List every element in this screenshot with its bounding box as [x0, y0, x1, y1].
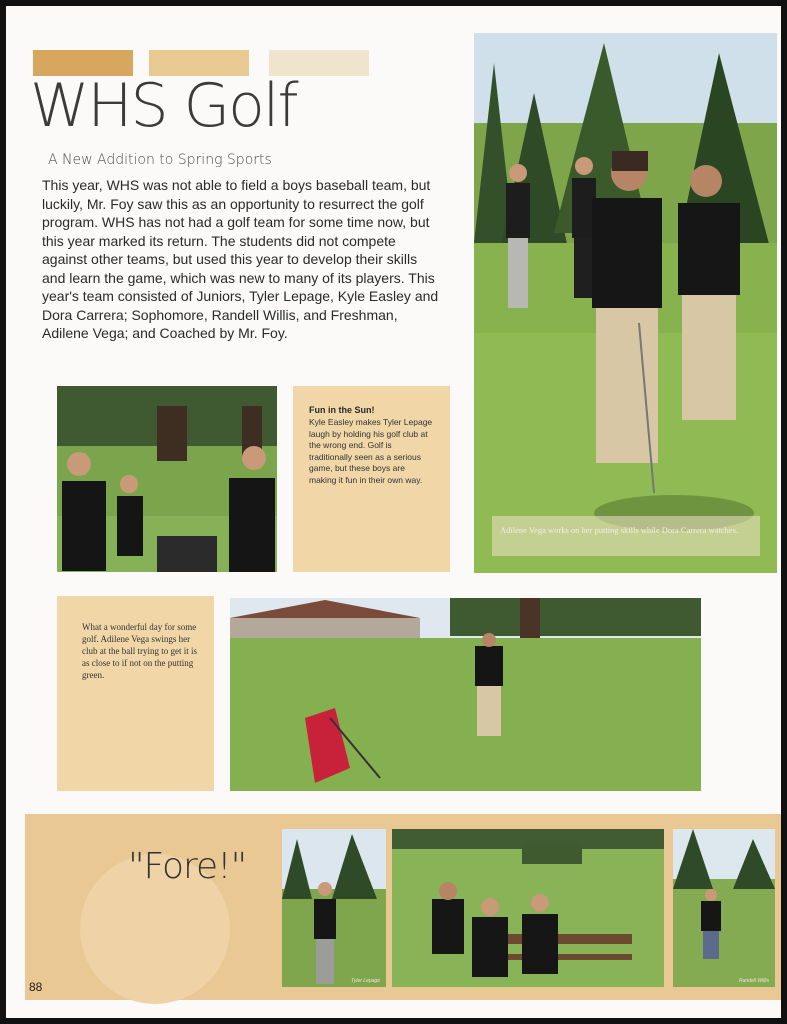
page-title: WHS Golf	[30, 71, 297, 141]
fun-caption-text: Kyle Easley makes Tyler Lepage laugh by holding his golf club at the wrong end. Golf is traditionally seen as a serious game, but these boys are making it fun in their own way.	[309, 417, 433, 485]
photo-tag-tyler: Tyler Lepage	[351, 978, 380, 984]
photo-randell-swing	[673, 829, 775, 987]
page-number: 88	[29, 980, 43, 994]
photo-girls-putting	[474, 33, 777, 573]
photo-boys-laughing	[57, 386, 277, 572]
wonderful-day-caption-text: What a wonderful day for some golf. Adilene Vega swings her club at the ball trying to get it is as close to if not on the putting green.	[82, 622, 197, 680]
fore-title: "Fore!"	[128, 846, 247, 887]
fun-in-the-sun-caption	[293, 386, 450, 572]
story-body: This year, WHS was not able to field a boys baseball team, but luckily, Mr. Foy saw this as an opportunity to resurrect the golf program. WHS has not had a golf team for some time now, but this year marked its return. The students did not compete against other teams, but used this year to develop their skills and learn the game, which was new to many of its players. This year's team consisted of Juniors, Tyler Lepage, Kyle Easley and Dora Carrera; Sophomore, Randell Willis, and Freshman, Adilene Vega; and Coached by Mr. Foy.	[42, 177, 439, 341]
main-photo-caption-box	[492, 516, 760, 556]
fun-caption-heading: Fun in the Sun!	[309, 405, 375, 415]
page-subtitle: A New Addition to Spring Sports	[48, 152, 272, 168]
wonderful-day-caption	[57, 596, 214, 791]
main-photo-caption: Adilene Vega works on her putting skills while Dora Carrera watches.	[500, 525, 739, 535]
photo-adilene-swing	[230, 598, 701, 791]
photo-team-on-bench	[392, 829, 664, 987]
photo-tag-randell: Randell Willis	[739, 978, 769, 984]
photo-tyler-swing	[282, 829, 386, 987]
yearbook-page	[6, 6, 781, 1018]
